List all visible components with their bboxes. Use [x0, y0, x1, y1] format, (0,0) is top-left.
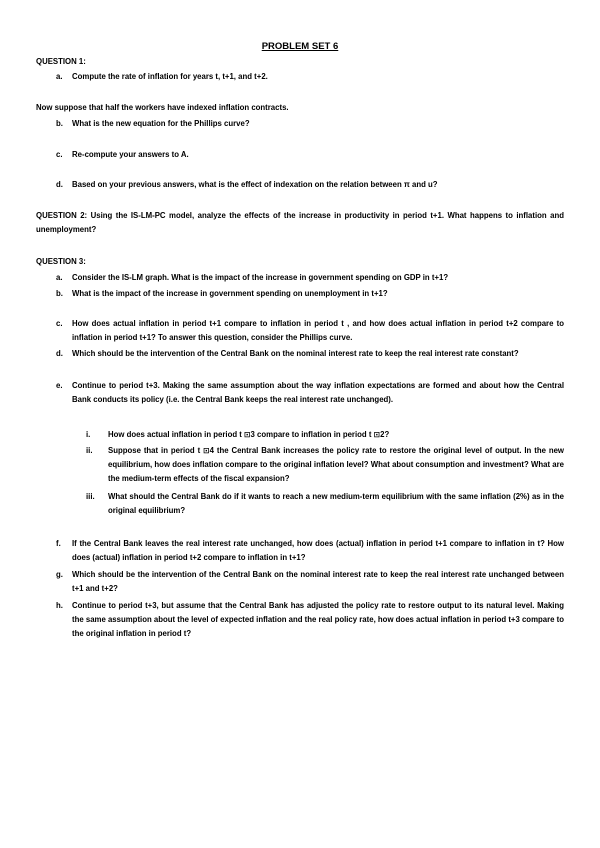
q3-subitem-ii	[86, 444, 564, 486]
q3-item-c	[56, 317, 564, 345]
q3-item-d	[56, 347, 564, 361]
item-text: How does actual inflation in period t+1 compare to inflation in period t , and how does actual inflation in period t+2 compare to inflation in period t+1? To answer this question, consider the Phillips curve.	[72, 319, 564, 342]
item-label: c.	[56, 319, 63, 328]
q3-subitem-i	[86, 428, 564, 442]
q3-item-e	[56, 379, 564, 407]
q1-item-d	[56, 178, 564, 192]
q3-item-g	[56, 568, 564, 596]
q1-item-a	[56, 70, 564, 84]
q3-item-b	[56, 287, 564, 301]
item-text: Based on your previous answers, what is the effect of indexation on the relation between π and u?	[72, 180, 438, 189]
item-text: Continue to period t+3, but assume that the Central Bank has adjusted the policy rate to restore output to its natural level. Making the same assumption about the level of expected inflation and the real policy rate, how does actual inflation in period t+3 compare to the original inflation in period t?	[72, 601, 564, 638]
question-2-text: QUESTION 2: Using the IS-LM-PC model, analyze the effects of the increase in productivity in period t+1. What happens to inflation and unemployment?	[36, 211, 564, 234]
item-label: e.	[56, 381, 63, 390]
q1-item-b	[56, 117, 564, 131]
item-label: d.	[56, 180, 63, 189]
question-1-heading: QUESTION 1:	[36, 57, 86, 66]
item-text: How does actual inflation in period t ⊡3 compare to inflation in period t ⊡2?	[108, 430, 390, 439]
q3-item-h	[56, 599, 564, 641]
q1-item-c	[56, 148, 564, 162]
question-3-heading: QUESTION 3:	[36, 257, 86, 266]
q3-subitem-iii	[86, 490, 564, 518]
item-text: Which should be the intervention of the Central Bank on the nominal interest rate to keep the real interest rate constant?	[72, 349, 519, 358]
item-label: i.	[86, 430, 91, 439]
item-text: What is the new equation for the Phillips curve?	[72, 119, 250, 128]
item-text: Re-compute your answers to A.	[72, 150, 189, 159]
q3-item-f	[56, 537, 564, 565]
item-label: g.	[56, 570, 63, 579]
item-text: Suppose that in period t ⊡4 the Central Bank increases the policy rate to restore the original level of output. In the new equilibrium, how does inflation compare to the original inflation level? What about consumption and investment? What are the medium-term effects of the fiscal expansion?	[108, 446, 564, 483]
item-text: If the Central Bank leaves the real interest rate unchanged, how does (actual) inflation in period t+1 compare to inflation in t? How does (actual) inflation in period t+2 compare to inflation in t+1?	[72, 539, 564, 562]
item-text: Which should be the intervention of the Central Bank on the nominal interest rate to keep the real interest rate unchanged between t+1 and t+2?	[72, 570, 564, 593]
item-label: b.	[56, 119, 63, 128]
item-label: d.	[56, 349, 63, 358]
q1-intro: Now suppose that half the workers have indexed inflation contracts.	[36, 103, 289, 112]
item-label: f.	[56, 539, 61, 548]
item-text: Consider the IS-LM graph. What is the impact of the increase in government spending on GDP in t+1?	[72, 273, 449, 282]
item-text: Compute the rate of inflation for years t, t+1, and t+2.	[72, 72, 268, 81]
item-label: ii.	[86, 446, 93, 455]
item-text: What is the impact of the increase in government spending on unemployment in t+1?	[72, 289, 388, 298]
page-title: PROBLEM SET 6	[261, 41, 339, 52]
item-label: iii.	[86, 492, 95, 501]
item-label: a.	[56, 72, 63, 81]
item-label: h.	[56, 601, 63, 610]
q3-item-a	[56, 271, 564, 285]
item-text: Continue to period t+3. Making the same assumption about the way inflation expectations are formed and about how the Central Bank conducts its policy (i.e. the Central Bank keeps the real interest rate unchanged).	[72, 381, 564, 404]
item-label: c.	[56, 150, 63, 159]
item-text: What should the Central Bank do if it wants to reach a new medium-term equilibrium with the same inflation (2%) as in the original equilibrium?	[108, 492, 564, 515]
item-label: a.	[56, 273, 63, 282]
item-label: b.	[56, 289, 63, 298]
